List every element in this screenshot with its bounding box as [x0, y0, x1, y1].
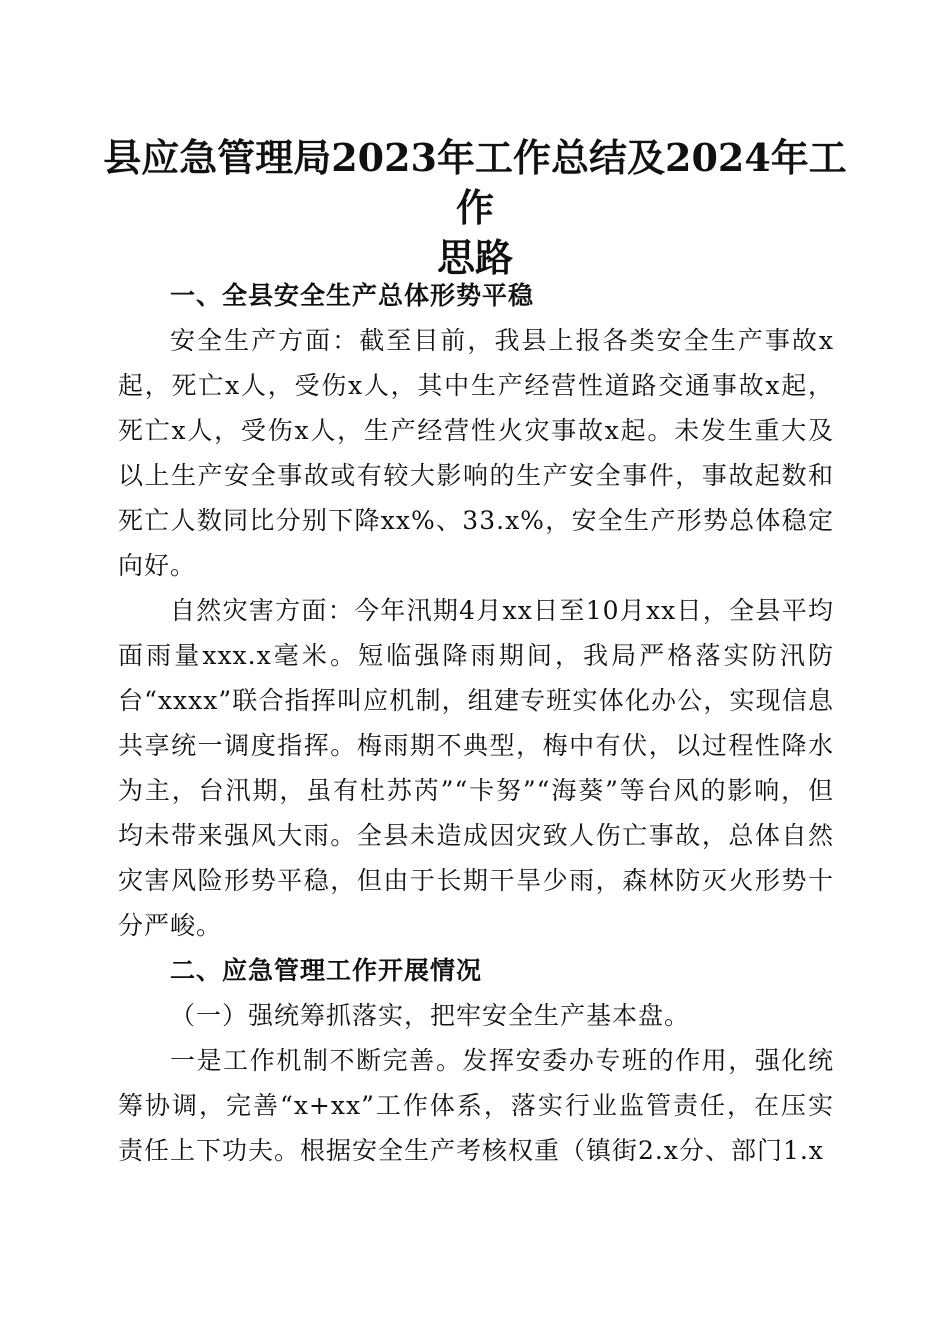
- document-title: [100, 133, 850, 283]
- title-line-2: 思路: [436, 235, 513, 280]
- section-1-paragraph-safety: 安全生产方面：截至目前，我县上报各类安全生产事故x起，死亡x人，受伤x人，其中生产经营性道路交通事故x起，死亡x人，受伤x人，生产经营性火灾事故x起。未发生重大及以上生产安全事故或有较大影响的生产安全事件，事故起数和死亡人数同比分别下降xx%、33.x%，安全生产形势总体稳定向好。: [118, 326, 834, 580]
- section-2-subheading-1: （一）强统筹抓落实，把牢安全生产基本盘。: [170, 1001, 691, 1030]
- section-1-paragraph-disaster: 自然灾害方面：今年汛期4月xx日至10月xx日，全县平均面雨量xxx.x毫米。短临强降雨期间，我局严格落实防汛防台“xxxx”联合指挥叫应机制，组建专班实体化办公，实现信息共享统一调度指挥。梅雨期不典型，梅中有伏，以过程性降水为主，台汛期，虽有杜苏芮”“卡努”“海葵”等台风的影响，但均未带来强风大雨。全县未造成因灾致人伤亡事故，总体自然灾害风险形势平稳，但由于长期干旱少雨，森林防灭火形势十分严峻。: [118, 596, 834, 940]
- section-1-heading: 一、全县安全生产总体形势平稳: [170, 281, 535, 310]
- document-body: [118, 273, 834, 1173]
- section-2-heading: 二、应急管理工作开展情况: [170, 956, 483, 985]
- title-line-1: 县应急管理局2023年工作总结及2024年工作: [103, 135, 847, 230]
- section-2-paragraph-1: 一是工作机制不断完善。发挥安委办专班的作用，强化统筹协调，完善“x+xx”工作体系，落实行业监管责任，在压实责任上下功夫。根据安全生产考核权重（镇街2.x分、部门1.x: [118, 1046, 834, 1165]
